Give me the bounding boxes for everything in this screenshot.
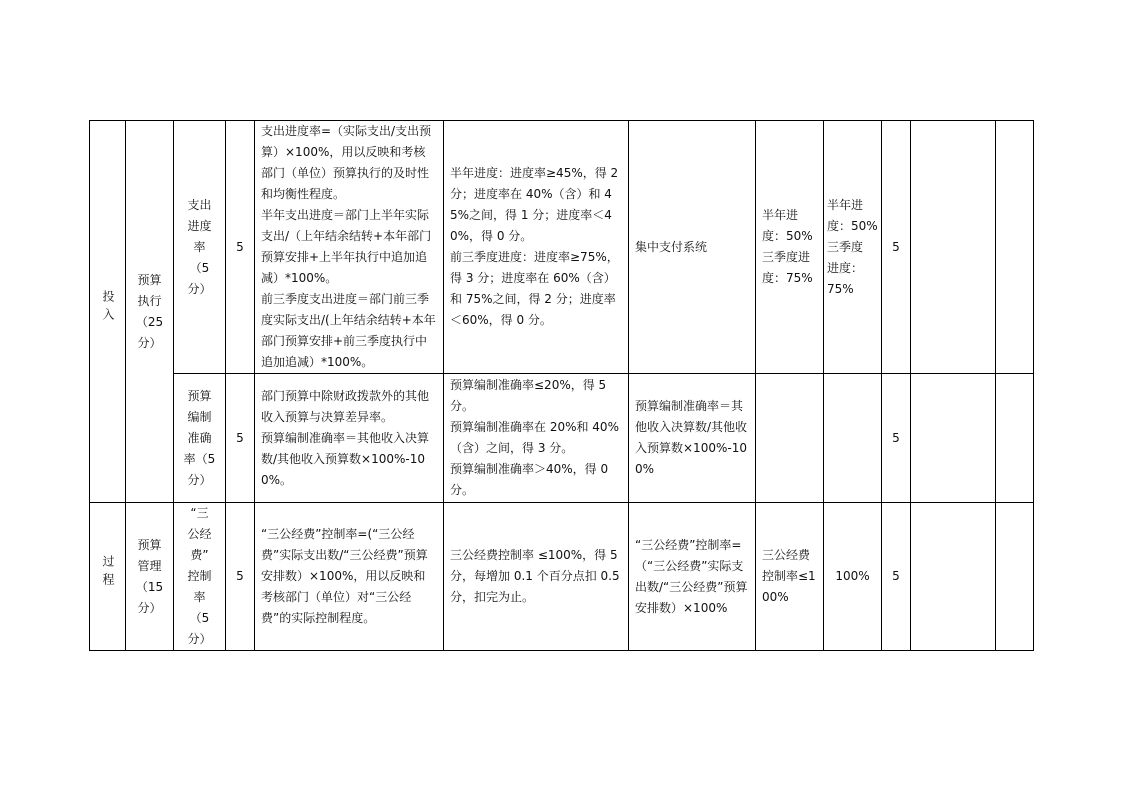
evaluation-table xyxy=(89,120,1034,651)
level1-label: 过程 xyxy=(101,555,115,591)
extra-cell xyxy=(996,121,1034,374)
actual-cell xyxy=(824,374,882,503)
score-cell: 5 xyxy=(882,121,911,374)
criteria-cell: 三公经费控制率 ≤100%，得 5 分，每增加 0.1 个百分点扣 0.5 分，扣完为止。 xyxy=(444,503,629,651)
actual-cell: 半年进 度：50% 三季度 进度： 75% xyxy=(824,121,882,374)
indicator-cell: “三 公经 费” 控制 率 （5 分） xyxy=(174,503,226,651)
indicator-cell: 预算 编制 准确 率（5 分） xyxy=(174,374,226,503)
level2-cell: 预算 管理 （15 分） xyxy=(126,503,174,651)
criteria-cell: 预算编制准确率≤20%，得 5 分。 预算编制准确率在 20%和 40%（含）之间，得 3 分。 预算编制准确率＞40%，得 0 分。 xyxy=(444,374,629,503)
weight-cell: 5 xyxy=(226,503,255,651)
weight-cell: 5 xyxy=(226,121,255,374)
extra-cell xyxy=(996,374,1034,503)
level1-cell xyxy=(90,121,126,503)
table-row xyxy=(90,503,1034,651)
level1-label: 投入 xyxy=(101,290,115,326)
table-row xyxy=(90,121,1034,374)
source-cell: 预算编制准确率＝其他收入决算数/其他收入预算数×100%-100% xyxy=(629,374,756,503)
extra-cell xyxy=(911,503,996,651)
criteria-cell: 半年进度：进度率≥45%，得 2 分；进度率在 40%（含）和 45%之间，得 1 分；进度率＜40%，得 0 分。 前三季度进度：进度率≥75%，得 3 分；进度率在 60%（含）和 75%之间，得 2 分；进度率＜60%，得 0 分。 xyxy=(444,121,629,374)
extra-cell xyxy=(911,121,996,374)
extra-cell xyxy=(996,503,1034,651)
definition-cell: 部门预算中除财政拨款外的其他收入预算与决算差异率。 预算编制准确率＝其他收入决算数/其他收入预算数×100%-100%。 xyxy=(255,374,444,503)
level2-cell: 预算 执行 （25 分） xyxy=(126,121,174,503)
extra-cell xyxy=(911,374,996,503)
table-row xyxy=(90,374,1034,503)
weight-cell: 5 xyxy=(226,374,255,503)
target-cell xyxy=(756,374,824,503)
level1-cell xyxy=(90,503,126,651)
target-cell: 半年进 度：50% 三季度进 度：75% xyxy=(756,121,824,374)
score-cell: 5 xyxy=(882,503,911,651)
definition-cell: “三公经费”控制率=(“三公经费”实际支出数/“三公经费”预算安排数）×100%，用以反映和考核部门（单位）对“三公经费”的实际控制程度。 xyxy=(255,503,444,651)
indicator-cell: 支出 进度 率 （5 分） xyxy=(174,121,226,374)
source-cell: “三公经费”控制率=（“三公经费”实际支出数/“三公经费”预算安排数）×100% xyxy=(629,503,756,651)
target-cell: 三公经费控制率≤100% xyxy=(756,503,824,651)
source-cell: 集中支付系统 xyxy=(629,121,756,374)
definition-cell: 支出进度率=（实际支出/支出预算）×100%，用以反映和考核部门（单位）预算执行的及时性和均衡性程度。 半年支出进度＝部门上半年实际支出/（上年结余结转+本年部门预算安排+上半年执行中追加追减）*100%。 前三季度支出进度＝部门前三季度实际支出/(上年结余结转+本年部门预算安排+前三季度执行中追加追减）*100%。 xyxy=(255,121,444,374)
actual-cell: 100% xyxy=(824,503,882,651)
score-cell: 5 xyxy=(882,374,911,503)
